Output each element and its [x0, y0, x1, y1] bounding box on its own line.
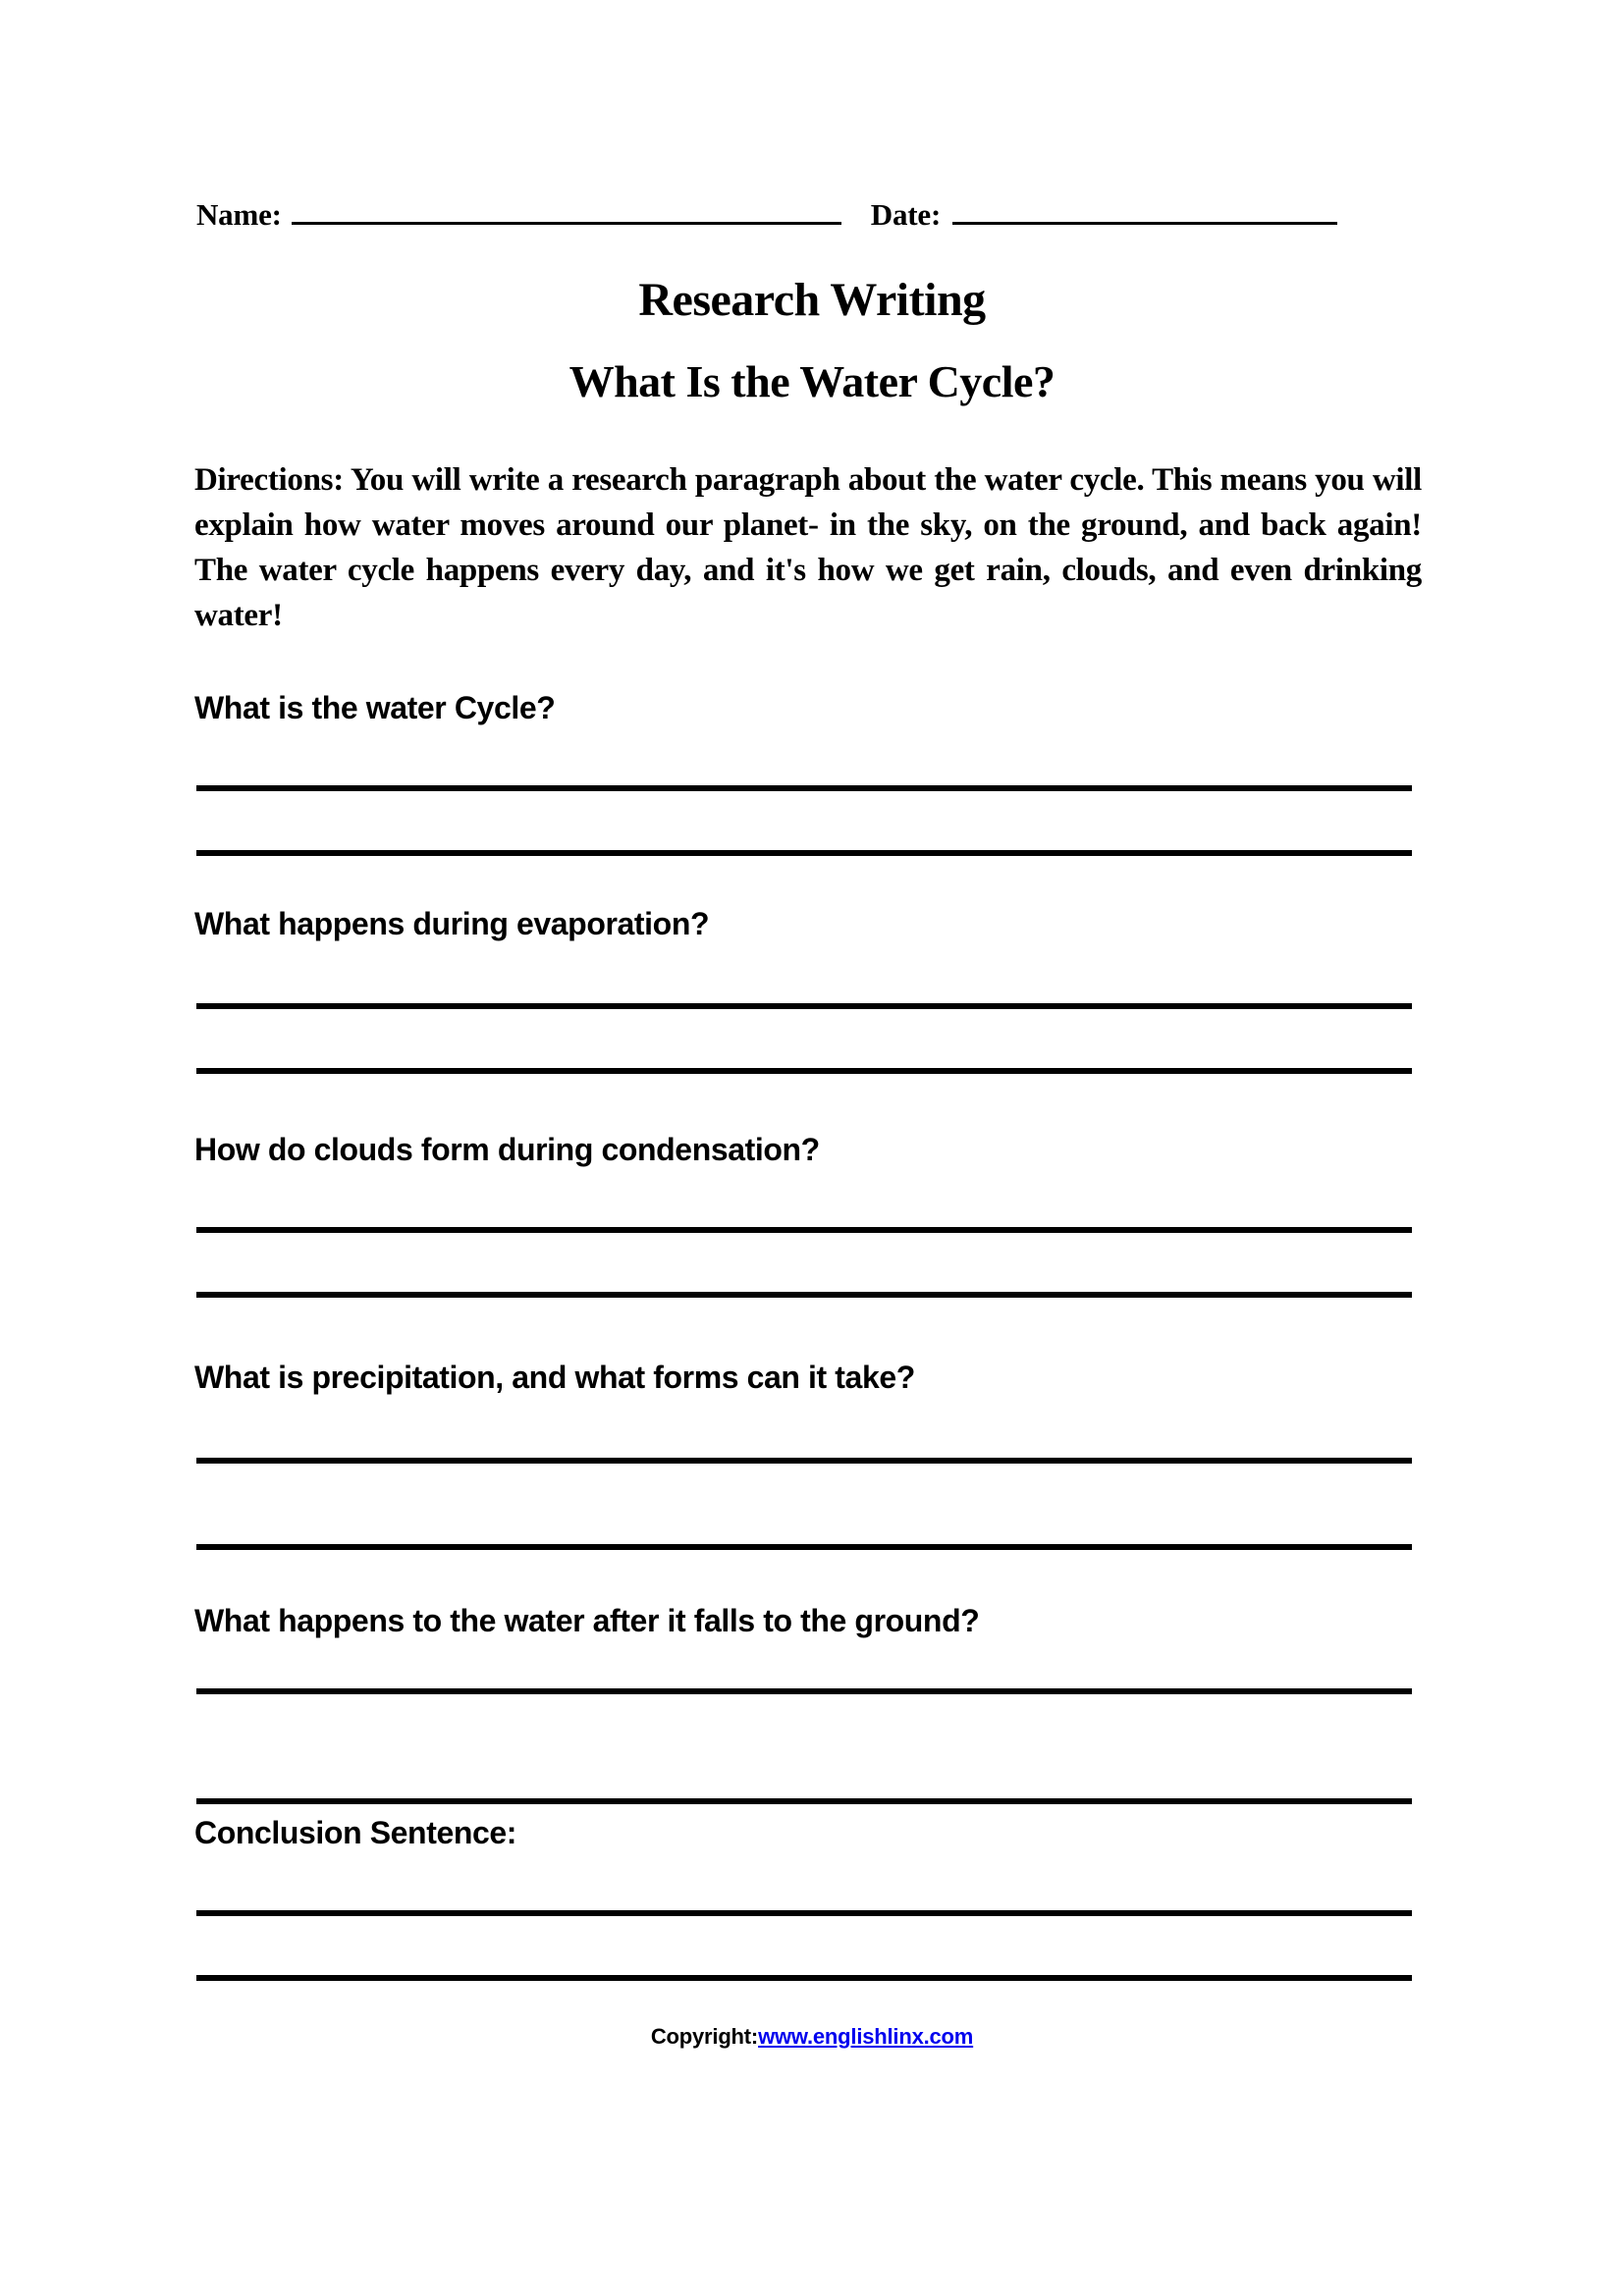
page-title: Research Writing [638, 274, 986, 326]
answer-line-5a[interactable] [196, 1688, 1412, 1694]
englishlinx-link[interactable]: www.englishlinx.com [758, 2024, 974, 2049]
directions-paragraph: Directions: You will write a research paragraph about the water cycle. This means you will explain how water moves around our planet- in the sky, on the ground, and back again! The water cycle happens every day, and it's how we get rain, clouds, and even drinking water! [194, 462, 1422, 633]
date-label: Date: [870, 197, 942, 232]
question-block-3 [194, 1131, 1422, 1168]
answer-line-2a[interactable] [196, 1003, 1412, 1009]
question-prompt-1: What is the water Cycle? [194, 690, 556, 725]
page-subtitle: What Is the Water Cycle? [568, 356, 1056, 406]
question-prompt-3: How do clouds form during condensation? [194, 1132, 820, 1167]
question-prompt-6: Conclusion Sentence: [194, 1815, 517, 1850]
question-prompt-2: What happens during evaporation? [194, 906, 710, 941]
question-prompt-4: What is precipitation, and what forms can it take? [194, 1360, 915, 1395]
name-label: Name: [196, 197, 282, 232]
answer-line-3a[interactable] [196, 1227, 1412, 1233]
name-blank-field[interactable] [292, 192, 841, 225]
answer-line-6b[interactable] [196, 1975, 1412, 1981]
answer-line-1a[interactable] [196, 785, 1412, 791]
answer-line-3b[interactable] [196, 1292, 1412, 1298]
answer-line-4b[interactable] [196, 1544, 1412, 1550]
question-block-2 [194, 905, 1422, 942]
answer-line-4a[interactable] [196, 1458, 1412, 1464]
footer-copyright [0, 2024, 1624, 2050]
question-block-5 [194, 1602, 1422, 1639]
answer-line-6a[interactable] [196, 1910, 1412, 1916]
question-prompt-5: What happens to the water after it falls to the ground? [194, 1603, 980, 1638]
question-block-4 [194, 1359, 1422, 1396]
answer-line-2b[interactable] [196, 1068, 1412, 1074]
copyright-label: Copyright: [650, 2024, 759, 2049]
answer-line-5b[interactable] [196, 1798, 1412, 1804]
answer-line-1b[interactable] [196, 850, 1412, 856]
name-date-header [196, 192, 1414, 234]
question-block-6 [194, 1814, 1422, 1851]
date-blank-field[interactable] [952, 192, 1337, 225]
question-block-1 [194, 689, 1422, 726]
